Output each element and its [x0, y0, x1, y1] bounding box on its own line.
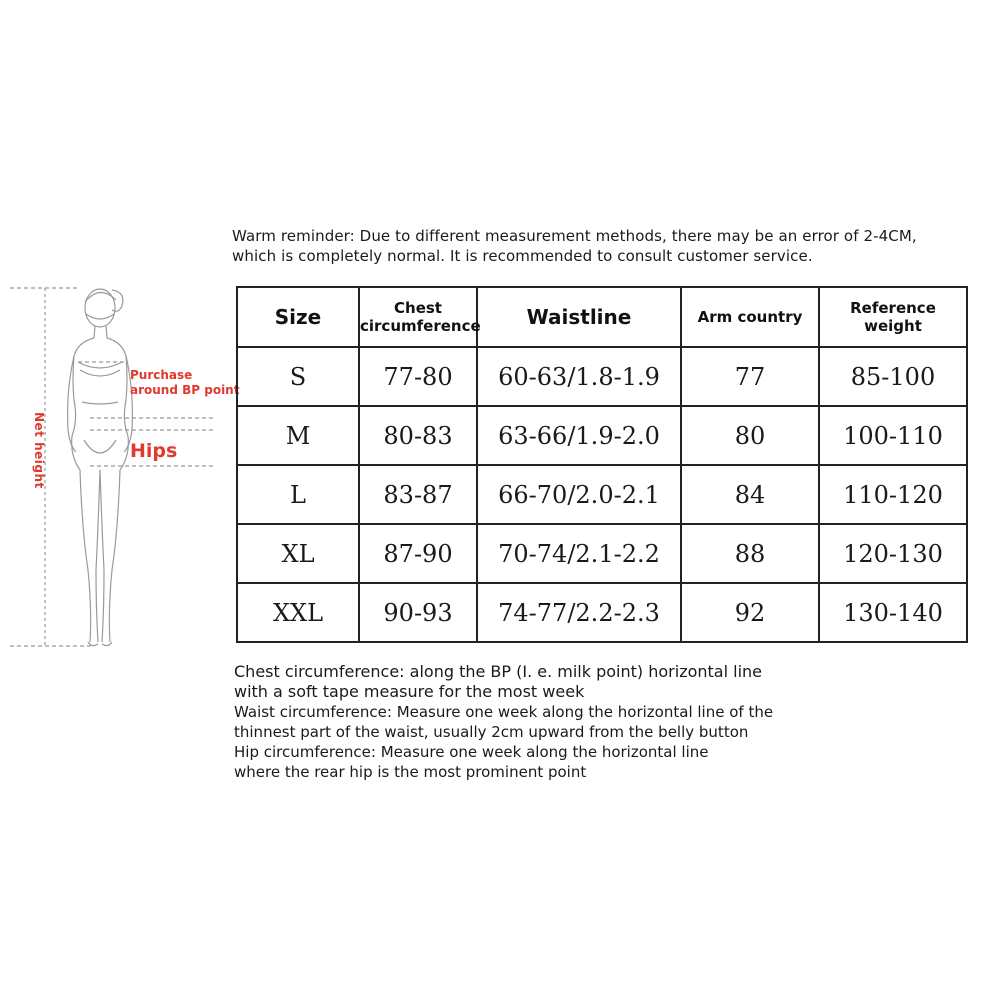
table-row: [237, 465, 967, 524]
chest-note-line-2: with a soft tape measure for the most week: [234, 682, 585, 701]
cell-chest: 83-87: [359, 465, 477, 524]
cell-weight: 120-130: [819, 524, 967, 583]
hip-note-line-1: Hip circumference: Measure one week along the horizontal line: [234, 743, 709, 761]
cell-chest: 80-83: [359, 406, 477, 465]
waist-note-line-2: thinnest part of the waist, usually 2cm upward from the belly button: [234, 723, 749, 741]
bp-point-label: [130, 368, 239, 398]
header-chest-line-1: Chest: [394, 299, 442, 317]
cell-waist: 70-74/2.1-2.2: [477, 524, 681, 583]
warm-reminder: [232, 226, 982, 266]
cell-chest: 77-80: [359, 347, 477, 406]
header-weight-line-2: weight: [864, 317, 922, 335]
cell-arm: 84: [681, 465, 819, 524]
cell-weight: 100-110: [819, 406, 967, 465]
table-row: [237, 406, 967, 465]
cell-waist: 66-70/2.0-2.1: [477, 465, 681, 524]
chest-note-line-1: Chest circumference: along the BP (I. e. milk point) horizontal line: [234, 662, 762, 681]
cell-arm: 92: [681, 583, 819, 642]
hips-label: Hips: [130, 440, 178, 462]
header-size: Size: [237, 287, 359, 347]
cell-waist: 60-63/1.8-1.9: [477, 347, 681, 406]
cell-weight: 85-100: [819, 347, 967, 406]
cell-weight: 130-140: [819, 583, 967, 642]
table-row: [237, 524, 967, 583]
head: [85, 289, 115, 327]
reminder-line-2: which is completely normal. It is recommended to consult customer service.: [232, 247, 813, 265]
reminder-line-1: Warm reminder: Due to different measurement methods, there may be an error of 2-4CM,: [232, 227, 917, 245]
cell-weight: 110-120: [819, 465, 967, 524]
cell-arm: 77: [681, 347, 819, 406]
bp-label-line-1: Purchase: [130, 368, 193, 382]
cell-size: XXL: [237, 583, 359, 642]
cell-size: XL: [237, 524, 359, 583]
cell-size: S: [237, 347, 359, 406]
table-header-row: [237, 287, 967, 347]
cell-arm: 80: [681, 406, 819, 465]
header-arm: Arm country: [681, 287, 819, 347]
cell-waist: 63-66/1.9-2.0: [477, 406, 681, 465]
size-chart-table: [236, 286, 968, 643]
net-height-label: Net height: [32, 412, 46, 489]
cell-chest: 90-93: [359, 583, 477, 642]
header-weight-line-1: Reference: [850, 299, 936, 317]
cell-waist: 74-77/2.2-2.3: [477, 583, 681, 642]
header-chest: [359, 287, 481, 347]
table-row: [237, 583, 967, 642]
header-chest-line-2: circumference: [360, 317, 481, 335]
measurement-notes: [234, 662, 954, 782]
waist-note-line-1: Waist circumference: Measure one week along the horizontal line of the: [234, 703, 774, 721]
hip-note-line-2: where the rear hip is the most prominent point: [234, 763, 587, 781]
header-weight: [819, 287, 967, 347]
header-waist: Waistline: [477, 287, 681, 347]
cell-size: L: [237, 465, 359, 524]
cell-chest: 87-90: [359, 524, 477, 583]
table-row: [237, 347, 967, 406]
bp-label-line-2: around BP point: [130, 383, 240, 397]
cell-arm: 88: [681, 524, 819, 583]
cell-size: M: [237, 406, 359, 465]
